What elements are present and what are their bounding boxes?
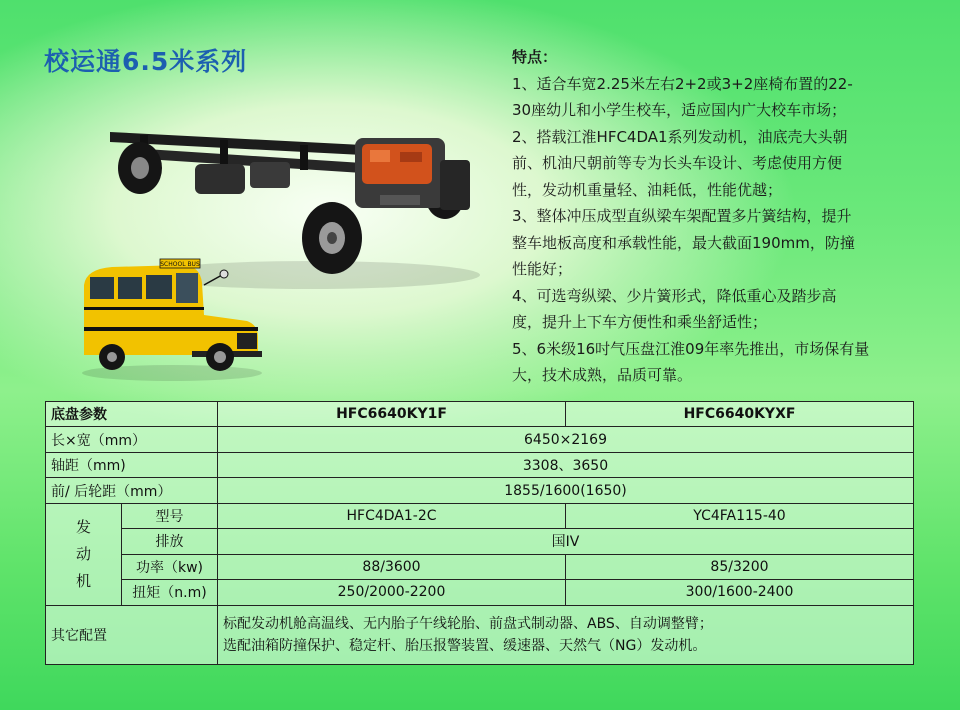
features-heading: 特点： bbox=[512, 48, 558, 66]
table-row bbox=[46, 452, 914, 477]
feature-line: 5、6米级16吋气压盘江淮09年率先推出，市场保有量 bbox=[512, 339, 870, 358]
table-header-row bbox=[46, 402, 914, 427]
table-row bbox=[46, 529, 914, 554]
school-bus-image bbox=[72, 255, 272, 385]
dimensions-label: 长×宽（mm） bbox=[46, 427, 218, 452]
wheelbase-value: 3308、3650 bbox=[218, 452, 914, 477]
header-model-a: HFC6640KY1F bbox=[218, 402, 566, 427]
other-line-2: 选配油箱防撞保护、稳定杆、胎压报警装置、缓速器、天然气（NG）发动机。 bbox=[223, 637, 707, 654]
feature-line: 性，发动机重量轻、油耗低，性能优越； bbox=[512, 180, 783, 199]
feature-line: 前、机油尺朝前等专为长头车设计、考虑使用方便 bbox=[512, 154, 843, 172]
engine-model-a: HFC4DA1-2C bbox=[218, 503, 566, 528]
table-row bbox=[46, 605, 914, 665]
engine-label-char: 机 bbox=[75, 571, 91, 590]
overhang-label: 前/ 后轮距（mm） bbox=[46, 478, 218, 503]
other-label: 其它配置 bbox=[46, 605, 218, 665]
emission-value: 国IV bbox=[218, 529, 914, 554]
feature-line: 1、适合车宽2.25米左右2+2或3+2座椅布置的22- bbox=[512, 74, 853, 93]
feature-line: 度，提升上下车方便性和乘坐舒适性； bbox=[512, 313, 768, 331]
emission-label: 排放 bbox=[122, 529, 218, 554]
table-row bbox=[46, 503, 914, 528]
torque-label: 扭矩（n.m) bbox=[122, 580, 218, 605]
features-section bbox=[512, 44, 917, 389]
wheelbase-label: 轴距（mm) bbox=[46, 452, 218, 477]
dimensions-value: 6450×2169 bbox=[218, 427, 914, 452]
table-row bbox=[46, 580, 914, 605]
engine-model-label: 型号 bbox=[122, 503, 218, 528]
feature-line: 4、可选弯纵梁、少片簧形式，降低重心及踏步高 bbox=[512, 286, 837, 305]
feature-line: 性能好； bbox=[512, 260, 573, 278]
power-a: 88/3600 bbox=[218, 554, 566, 579]
feature-line: 2、搭载江淮HFC4DA1系列发动机，油底壳大头朝 bbox=[512, 127, 848, 146]
other-value bbox=[218, 605, 914, 665]
torque-a: 250/2000-2200 bbox=[218, 580, 566, 605]
bus-sign-text: SCHOOL BUS bbox=[160, 261, 200, 268]
header-label: 底盘参数 bbox=[46, 402, 218, 427]
feature-line: 大，技术成熟，品质可靠。 bbox=[512, 366, 693, 384]
page-title: 校运通6.5米系列 bbox=[44, 47, 248, 76]
engine-label bbox=[46, 503, 122, 605]
engine-model-b: YC4FA115-40 bbox=[566, 503, 914, 528]
power-label: 功率（kw) bbox=[122, 554, 218, 579]
other-line-1: 标配发动机舱高温线、无内胎子午线轮胎、前盘式制动器、ABS、自动调整臂； bbox=[223, 615, 713, 632]
table-row bbox=[46, 478, 914, 503]
engine-label-char: 动 bbox=[75, 544, 91, 563]
power-b: 85/3200 bbox=[566, 554, 914, 579]
torque-b: 300/1600-2400 bbox=[566, 580, 914, 605]
feature-line: 整车地板高度和承载性能，最大截面190mm，防撞 bbox=[512, 233, 855, 252]
table-row bbox=[46, 554, 914, 579]
engine-label-char: 发 bbox=[75, 517, 91, 536]
feature-line: 30座幼儿和小学生校车，适应国内广大校车市场； bbox=[512, 101, 847, 119]
header-model-b: HFC6640KYXF bbox=[566, 402, 914, 427]
overhang-value: 1855/1600(1650) bbox=[218, 478, 914, 503]
table-row bbox=[46, 427, 914, 452]
feature-line: 3、整体冲压成型直纵梁车架配置多片簧结构，提升 bbox=[512, 207, 852, 225]
spec-table bbox=[45, 401, 914, 665]
